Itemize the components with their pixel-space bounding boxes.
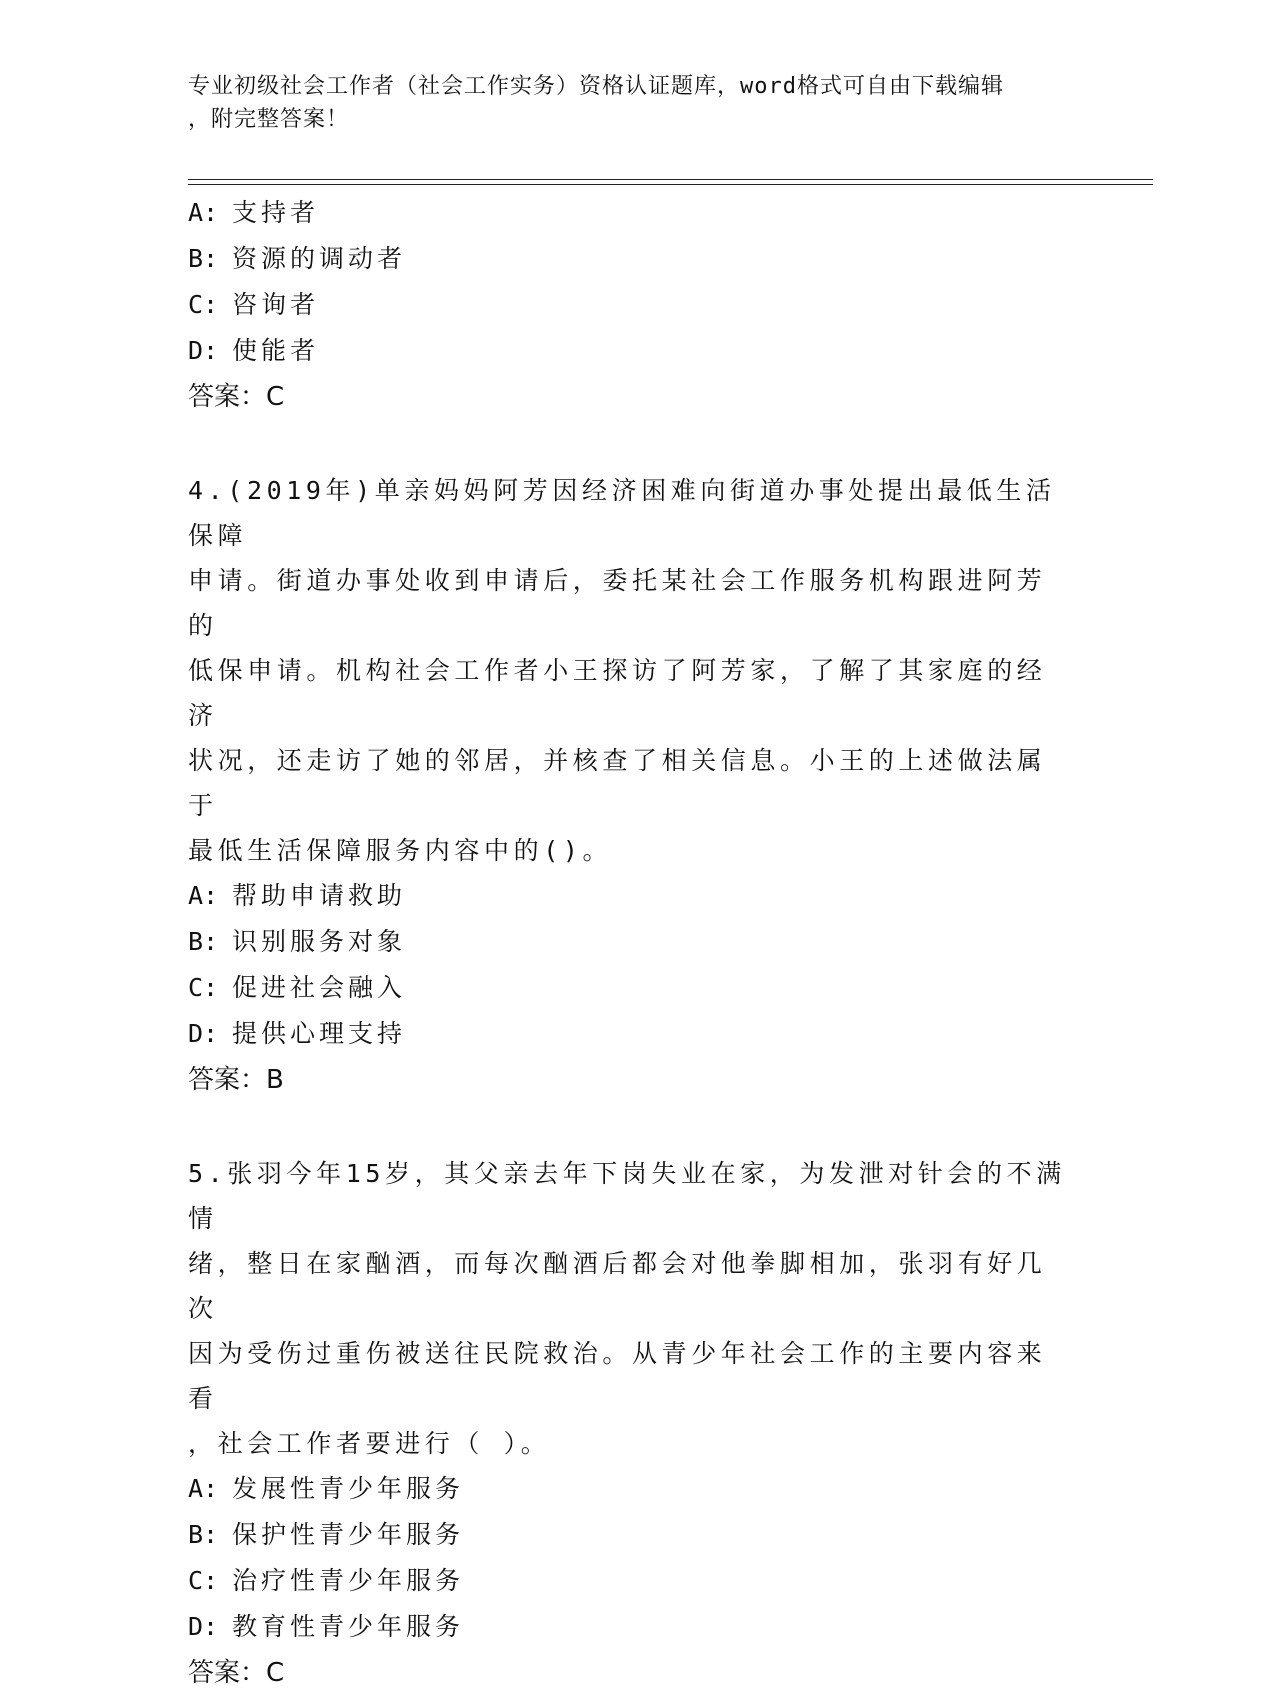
option-b: B: 保护性青少年服务 xyxy=(188,1520,465,1549)
question-text-line: 申请。街道办事处收到申请后，委托某社会工作服务机构跟进阿芳的 xyxy=(188,566,1047,640)
header-rule-bottom xyxy=(188,184,1153,185)
question-text-line: 绪，整日在家酗酒，而每次酗酒后都会对他拳脚相加，张羽有好几次 xyxy=(188,1249,1047,1323)
option-c: C: 治疗性青少年服务 xyxy=(188,1566,465,1595)
question-text-line: 状况，还走访了她的邻居，并核查了相关信息。小王的上述做法属于 xyxy=(188,746,1047,820)
question-text-line: ，社会工作者要进行（ ）。 xyxy=(188,1429,551,1458)
option-a: A: 发展性青少年服务 xyxy=(188,1474,465,1503)
option-d: D: 提供心理支持 xyxy=(188,1019,407,1048)
option-b: B: 识别服务对象 xyxy=(188,927,407,956)
question-block-5 xyxy=(188,1151,1088,1696)
option-c: C: 咨询者 xyxy=(188,290,320,319)
question-text-line: 5.张羽今年15岁，其父亲去年下岗失业在家，为发泄对针会的不满情 xyxy=(188,1159,1066,1233)
question-text-line: 低保申请。机构社会工作者小王探访了阿芳家，了解了其家庭的经济 xyxy=(188,656,1047,730)
question-block-4 xyxy=(188,468,1088,1103)
option-c: C: 促进社会融入 xyxy=(188,973,407,1002)
question-block-3 xyxy=(188,190,1088,420)
option-d: D: 使能者 xyxy=(188,336,320,365)
answer-line: 答案：C xyxy=(188,382,285,412)
option-a: A: 帮助申请救助 xyxy=(188,881,407,910)
header-line-1: 专业初级社会工作者（社会工作实务）资格认证题库，word格式可自由下载编辑 xyxy=(188,74,1004,99)
answer-line: 答案：B xyxy=(188,1065,284,1095)
question-text-line: 因为受伤过重伤被送往民院救治。从青少年社会工作的主要内容来看 xyxy=(188,1339,1047,1413)
option-b: B: 资源的调动者 xyxy=(188,244,407,273)
question-text-line: 4.(2019年)单亲妈妈阿芳因经济困难向街道办事处提出最低生活保障 xyxy=(188,476,1056,550)
answer-line: 答案：C xyxy=(188,1658,285,1688)
document-header xyxy=(188,70,1068,136)
question-text-line: 最低生活保障服务内容中的()。 xyxy=(188,836,613,865)
header-line-2: ，附完整答案！ xyxy=(188,107,350,132)
option-d: D: 教育性青少年服务 xyxy=(188,1612,465,1641)
option-a: A: 支持者 xyxy=(188,198,320,227)
document-body xyxy=(188,190,1088,1696)
header-rule-top xyxy=(188,179,1153,180)
